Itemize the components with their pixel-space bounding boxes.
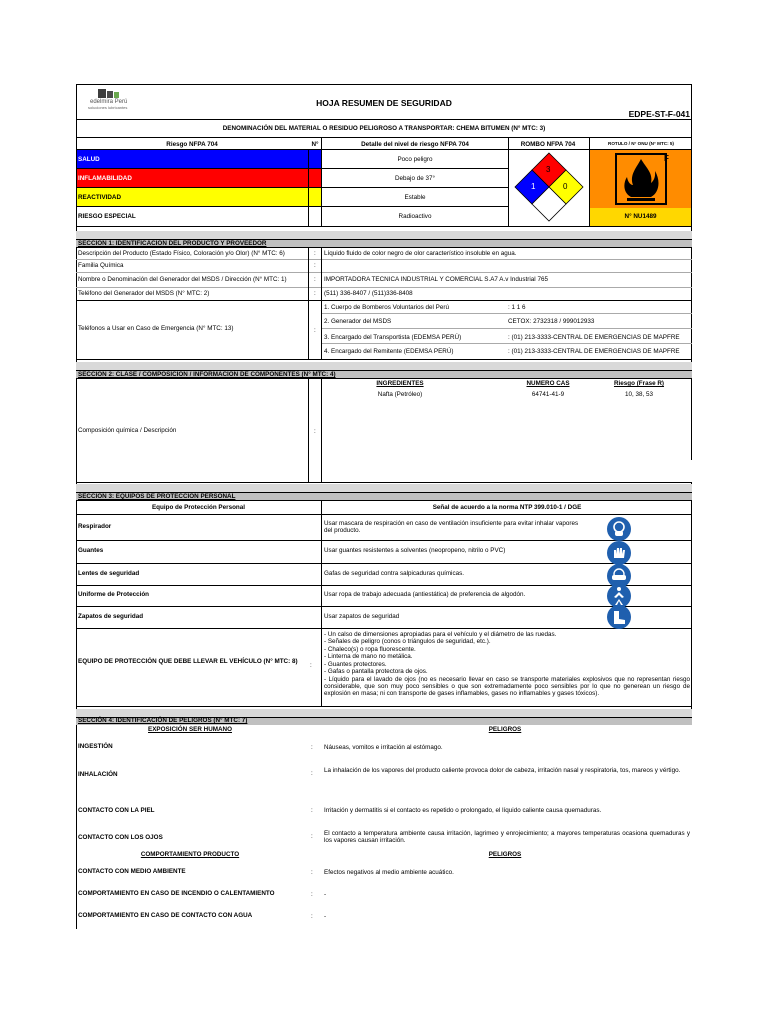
diamond-right-value: 0 [563,182,568,191]
ingrediente-name: Nafta (Petróleo) [377,391,423,398]
guantes-label: Guantes [78,547,104,554]
emergency-contact-name: 2. Generador del MSDS [324,318,392,325]
salud-row-bg [77,150,321,169]
agua-text: - [324,913,327,920]
logo-subtext: soluciones lubricantes [88,105,128,110]
agua-label: COMPORTAMIENTO EN CASO DE CONTACTO CON AGUA [78,912,253,919]
ingrediente-riesgo: 10, 38, 53 [624,391,653,398]
emergency-contact-name: 1. Cuerpo de Bomberos Voluntarios del Perú [324,304,449,311]
salud-detail: Poco peligro [397,156,433,163]
nfpa-diamond-icon [513,151,585,223]
reactividad-label: REACTIVIDAD [78,194,122,201]
s1-familia-label: Familia Química [78,262,124,269]
right-border-lower [691,482,692,722]
senal-header: Señal de acuerdo a la norma NTP 399.010-1 / DGE [432,504,582,511]
zapatos-label: Zapatos de seguridad [78,613,144,620]
riesgo-especial-label: RIESGO ESPECIAL [78,213,136,220]
s1-generador-value: IMPORTADORA TECNICA INDUSTRIAL Y COMERCIAL S.A7 A.v Industrial 765 [324,276,548,283]
logo-text: edelmira Perú [90,99,128,105]
medio-ambiente-label: CONTACTO CON MEDIO AMBIENTE [78,868,186,875]
piel-label: CONTACTO CON LA PIEL [78,807,155,814]
col-detalle: Detalle del nivel de riesgo NFPA 704 [361,141,469,148]
s4-colon: : [311,807,313,814]
document-code: EDPE-ST-F-041 [628,109,690,119]
diamond-top-value: 3 [546,165,551,174]
uniforme-label: Uniforme de Protección [78,591,150,598]
col-numero: N° [311,141,319,148]
incendio-text: - [324,891,327,898]
s4-colon: : [311,744,313,751]
s4-colon: : [311,891,313,898]
s3-colon: : [310,662,312,669]
peligros-header-2: PELIGROS [488,851,522,858]
riesgo-especial-detail: Radioactivo [398,213,432,220]
section4-title: SECCIÓN 4: IDENTIFICACIÓN DE PELIGROS (N° MTC: 7) [78,717,248,724]
col-riesgo-nfpa: Riesgo NFPA 704 [166,141,218,148]
ojos-label: CONTACTO CON LOS OJOS [78,834,163,841]
col-rotulo: ROTULO / N° ONU (N° MTC: 5) [608,141,674,146]
s4-colon: : [311,913,313,920]
vehiculo-label: EQUIPO DE PROTECCIÓN QUE DEBE LLEVAR EL VEHÍCULO (N° MTC: 8) [78,658,298,665]
inhalacion-label: INHALACIÓN [78,771,118,778]
uniforme-text: Usar ropa de trabajo adecuada (antiestática) de preferencia de algodón. [324,591,526,598]
inhalacion-text: La inhalación de los vapores del producto caliente provoca dolor de cabeza, irritación nasal y respiratoria, tos, mareos y vértigo. [324,767,681,774]
medio-ambiente-text: Efectos negativos al medio ambiente acuático. [324,869,454,876]
salud-label: SALUD [78,156,100,163]
reactividad-detail: Estable [404,194,426,201]
piel-text: Irritación y dermatitis si el contacto es repetido o prolongado, el líquido caliente causa quemaduras. [324,807,602,814]
ingrediente-cas: 64741-41-9 [531,391,565,398]
lentes-label: Lentes de seguridad [78,570,140,577]
s1-telefono-label: Teléfono del Generador del MSDS (N° MTC: 2) [78,290,210,297]
s4-colon: : [311,833,313,840]
guantes-text: Usar guantes resistentes a solventes (neopropeno, nitrilo o PVC) [324,547,506,554]
ingestion-text: Náuseas, vomitos e irritación al estómago. [324,744,443,751]
inflamabilidad-detail: Debajo de 37° [395,175,435,182]
emergency-contact-phone: : (01) 213-3333-CENTRAL DE EMERGENCIAS DE MAPFRE [508,348,680,355]
emergency-contact-name: 4. Encargado del Remitente (EDEMSA PERÚ) [324,348,454,355]
s1-colon: : [314,327,316,334]
s1-desc-label: Descripción del Producto (Estado Físico, Coloración y/o Olor) (N° MTC: 6) [78,250,285,257]
numero-cas-header: NUMERO CAS [526,380,570,387]
ingestion-label: INGESTIÓN [78,743,113,750]
vehiculo-text: - Un calso de dimensiones apropiadas para el vehículo y el diámetro de las ruedas. - Señales de peligro (conos o triángulos de seguridad, etc.). - Chaleco(s) o ropa fluorescente. - Linterna de mano no metálica. - Guantes protectores. - Gafas o pantalla protectora de ojos. - Líquido para el lavado de ojos (no es necesario llevar en caso se transporte materiales explosivos que no representan riesgo considerable, que son muy poco sensibles o que son extremadamente poco sensibles por lo que no generean un riesgo de explosión en masa; ni con transporte de gases inflamables, gases no inflamables y gases tóxicos). [324,631,690,698]
safety-boots-icon [606,604,632,630]
ingredientes-header: INGREDIENTES [376,380,424,387]
composicion-label: Composición química / Descripción [78,427,177,434]
s1-emergencia-label: Teléfonos a Usar en Caso de Emergencia (N° MTC: 13) [78,325,234,332]
s1-colon: : [314,276,316,283]
col-rombo: ROMBO NFPA 704 [520,141,576,148]
inflamabilidad-label: INFLAMABILIDAD [78,175,132,182]
s1-telefono-value: (511) 336-8407 / (511)336-8408 [324,290,413,297]
lentes-text: Gafas de seguridad contra salpicaduras químicas. [324,570,465,577]
exposicion-header: EXPOSICIÓN SER HUMANO [148,726,232,733]
top-border [76,84,692,85]
s1-colon: : [314,262,316,269]
diamond-left-value: 1 [531,182,536,191]
respirador-label: Respirador [78,523,112,530]
s4-colon: : [311,770,313,777]
emergency-contact-phone: : 1 1 6 [508,304,526,311]
s4-colon: : [311,869,313,876]
incendio-label: COMPORTAMIENTO EN CASO DE INCENDIO O CALENTAMIENTO [78,890,275,897]
peligros-header: PELIGROS [488,726,522,733]
material-denomination: DENOMINACIÓN DEL MATERIAL O RESIDUO PELIGROSO A TRANSPORTAR: CHEMA BITUMEN (N° MTC: 3) [222,125,546,132]
ojos-text: El contacto a temperatura ambiente causa irritación, lagrimeo y enrojecimiento; a mayores temperaturas ocasiona quemaduras y los vapores causan irritación. [324,830,690,845]
s2-colon: : [314,428,316,435]
emergency-contact-phone: : (01) 213-3333-CENTRAL DE EMERGENCIAS DE MAPFRE [508,334,680,341]
s1-colon: : [314,250,316,257]
onu-number: N° NU1489 [624,213,657,220]
section2-title: SECCIÓN 2: CLASE / COMPOSICIÓN / INFORMACIÓN DE COMPONENTES (N° MTC: 4) [78,371,336,378]
riesgo-frase-header: Riesgo (Frase R) [613,380,665,387]
flammable-letter: F [664,154,669,163]
flammable-icon [613,151,669,207]
s1-desc-value: Líquido fluido de color negro de olor característico insoluble en agua. [324,250,517,257]
respirador-text: Usar mascara de respiración en caso de ventilación insuficiente para evitar inhalar vapores del producto. [324,520,579,535]
respirator-icon [606,516,632,542]
emergency-contact-name: 3. Encargado del Transportista (EDEMSA PERÚ) [324,334,462,341]
page-title: HOJA RESUMEN DE SEGURIDAD [316,98,452,108]
section3-title: SECCIÓN 3: EQUIPOS DE PROTECCIÓN PERSONAL [78,493,236,500]
zapatos-text: Usar zapatos de seguridad [324,613,400,620]
section1-title: SECCIÓN 1: IDENTIFICACIÓN DEL PRODUCTO Y PROVEEDOR [78,240,267,247]
epp-header: Equipo de Protección Personal [151,504,246,511]
emergency-contact-phone: CETOX: 2732318 / 999012933 [508,318,595,325]
s1-colon: : [314,290,316,297]
comportamiento-header: COMPORTAMIENTO PRODUCTO [140,851,240,858]
s1-generador-label: Nombre o Denominación del Generador del MSDS / Dirección (N° MTC: 1) [78,276,287,283]
